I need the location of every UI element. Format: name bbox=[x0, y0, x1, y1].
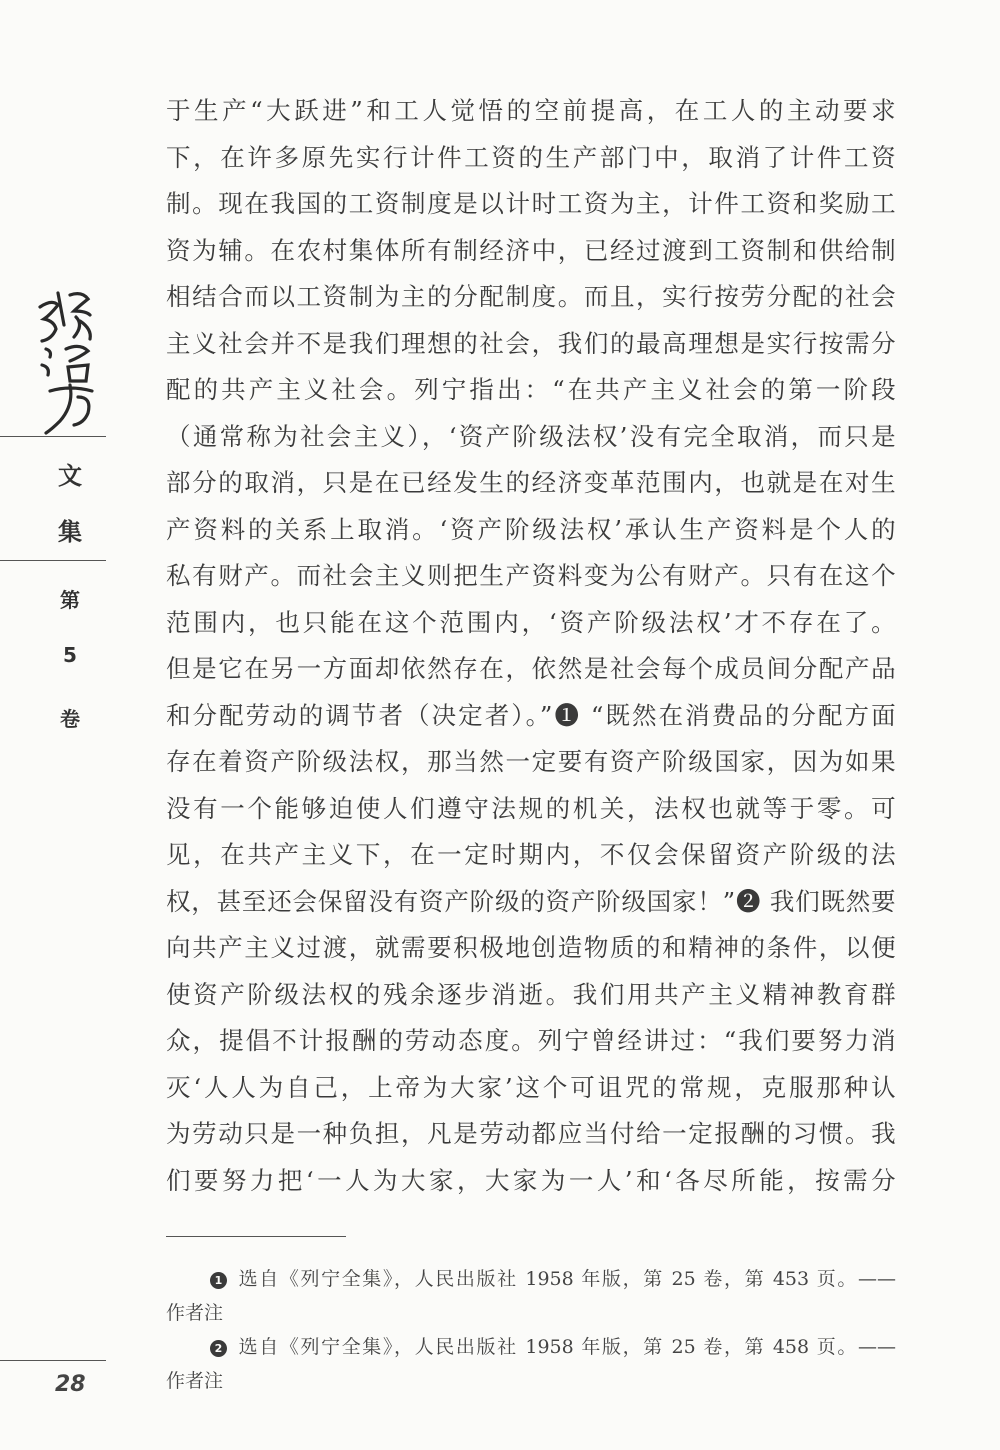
text-line: 向共产主义过渡，就需要积极地创造物质的和精神的条件，以便 bbox=[166, 933, 896, 962]
text-line: 相结合而以工资制为主的分配制度。而且，实行按劳分配的社会 bbox=[166, 282, 896, 311]
text-line: 众，提倡不计报酬的劳动态度。列宁曾经讲过：“我们要努力消 bbox=[166, 1026, 896, 1055]
text-line: 私有财产。而社会主义则把生产资料变为公有财产。只有在这个 bbox=[166, 561, 896, 590]
footnote bbox=[166, 1330, 896, 1364]
text-line: 们要努力把‘一人为大家，大家为一人’和‘各尽所能，按需分 bbox=[166, 1165, 896, 1195]
volume-number: 5 bbox=[63, 643, 77, 667]
footnote-marker: 2 bbox=[210, 1340, 227, 1357]
text-line: 主义社会并不是我们理想的社会，我们的最高理想是实行按需分 bbox=[166, 328, 896, 358]
footnote-text: 选自《列宁全集》，人民出版社 1958 年版，第 25 卷，第 458 页。—— bbox=[237, 1336, 896, 1358]
footnote-text: 选自《列宁全集》，人民出版社 1958 年版，第 25 卷，第 453 页。—— bbox=[237, 1268, 896, 1290]
body-text bbox=[166, 88, 896, 1204]
text-line: 于生产“大跃进”和工人觉悟的空前提高，在工人的主动要求 bbox=[166, 96, 896, 125]
text-line: 下，在许多原先实行计件工资的生产部门中，取消了计件工资 bbox=[166, 142, 896, 172]
text-line: 为劳动只是一种负担，凡是劳动都应当付给一定报酬的习惯。我 bbox=[166, 1119, 896, 1148]
watermark bbox=[2, 970, 52, 1170]
margin-rule bbox=[0, 436, 106, 437]
footnote bbox=[166, 1262, 896, 1296]
footnotes bbox=[166, 1262, 896, 1398]
footnote-continuation: 作者注 bbox=[166, 1302, 224, 1324]
footnote-marker: 1 bbox=[210, 1272, 227, 1289]
text-line: 没有一个能够迫使人们遵守法规的机关，法权也就等于零。可 bbox=[166, 793, 896, 823]
text-line: 范围内，也只能在这个范围内，‘资产阶级法权’才不存在了。 bbox=[166, 607, 896, 637]
text-line: 制。现在我国的工资制度是以计时工资为主，计件工资和奖励工 bbox=[166, 189, 896, 218]
text-line: 部分的取消，只是在已经发生的经济变革范围内，也就是在对生 bbox=[166, 468, 896, 497]
footnote-rule bbox=[166, 1236, 346, 1237]
text-line: 配的共产主义社会。列宁指出：“在共产主义社会的第一阶段 bbox=[166, 375, 896, 404]
series-title-char: 集 bbox=[58, 518, 82, 546]
text-line: 资为辅。在农村集体所有制经济中，已经过渡到工资制和供给制 bbox=[166, 235, 896, 265]
margin-rule bbox=[0, 560, 106, 561]
text-line: 和分配劳动的调节者（决定者）。”❶ “既然在消费品的分配方面 bbox=[166, 700, 896, 730]
volume-label-char: 第 bbox=[60, 588, 80, 612]
text-line: （通常称为社会主义），‘资产阶级法权’没有完全取消，而只是 bbox=[166, 421, 896, 451]
volume-label-char: 卷 bbox=[60, 707, 80, 731]
text-line: 权，甚至还会保留没有资产阶级的资产阶级国家！”❷ 我们既然要 bbox=[166, 886, 896, 916]
series-title-char: 文 bbox=[58, 462, 82, 490]
text-line: 使资产阶级法权的残余逐步消逝。我们用共产主义精神教育群 bbox=[166, 979, 896, 1009]
text-line: 见，在共产主义下，在一定时期内，不仅会保留资产阶级的法 bbox=[166, 840, 896, 869]
margin-column bbox=[0, 0, 110, 1450]
page-number: 28 bbox=[55, 1372, 86, 1397]
text-line: 灭‘人人为自己，上帝为大家’这个可诅咒的常规，克服那种认 bbox=[166, 1072, 896, 1102]
text-line: 但是它在另一方面却依然存在，依然是社会每个成员间分配产品 bbox=[166, 654, 896, 683]
author-signature bbox=[30, 285, 110, 435]
text-line: 存在着资产阶级法权，那当然一定要有资产阶级国家，因为如果 bbox=[166, 747, 896, 776]
margin-rule bbox=[0, 1360, 106, 1361]
footnote-continuation: 作者注 bbox=[166, 1370, 224, 1392]
text-line: 产资料的关系上取消。‘资产阶级法权’承认生产资料是个人的 bbox=[166, 514, 896, 544]
